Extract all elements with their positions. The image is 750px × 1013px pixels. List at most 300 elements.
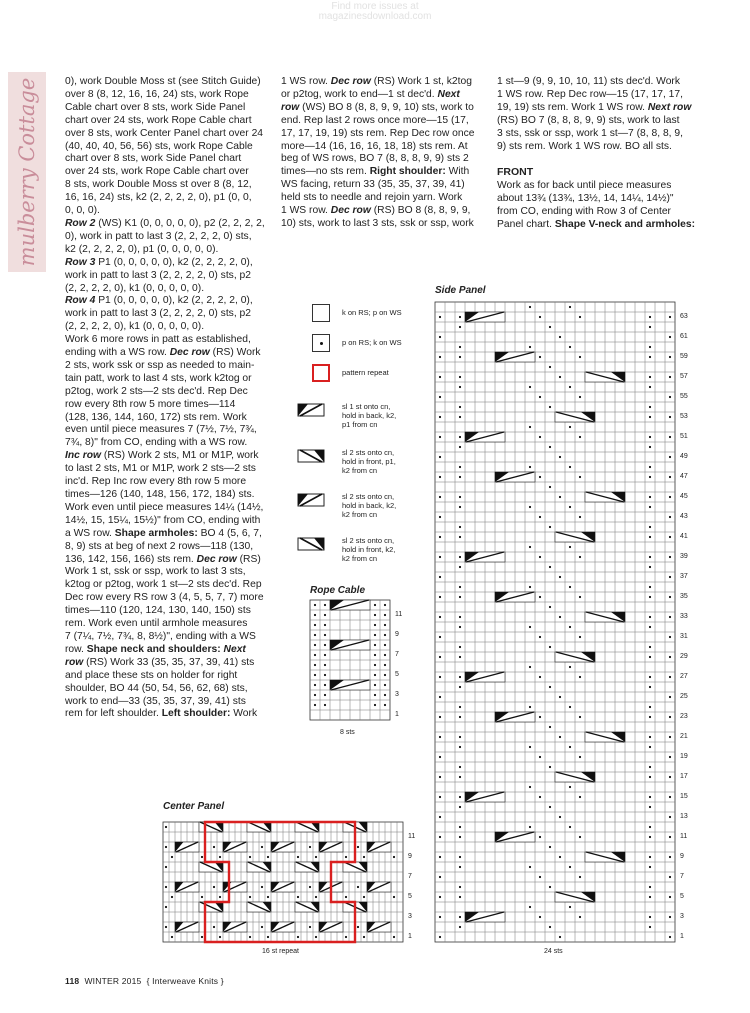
- purl-stitch: [439, 536, 441, 538]
- purl-stitch: [579, 836, 581, 838]
- text-segment: 8, 9) sts at beg of next 2 rows—118 (130,: [65, 540, 254, 552]
- text-segment: Dec row: [330, 76, 371, 87]
- text-segment: BO 4 (5, 6, 7,: [197, 527, 262, 539]
- purl-stitch: [459, 356, 461, 358]
- purl-stitch: [324, 704, 326, 706]
- legend-label: k on RS; p on WS: [342, 308, 402, 317]
- purl-stitch: [529, 426, 531, 428]
- purl-stitch: [459, 746, 461, 748]
- legend-label: sl 2 sts onto cn, hold in front, p1, k2 from cn: [342, 448, 396, 475]
- text-segment: or p2tog, work to end—1 st dec'd.: [281, 88, 438, 100]
- purl-stitch: [374, 684, 376, 686]
- text-segment: work in patt to last 3 (2, 2, 2, 2, 0) sts, p2: [65, 269, 252, 281]
- text-line: [65, 141, 265, 154]
- purl-stitch: [249, 856, 251, 858]
- text-segment: WS facing, return 33 (35, 35, 37, 39, 41): [281, 179, 465, 191]
- text-line: [65, 670, 265, 683]
- row-number: 19: [680, 753, 688, 760]
- purl-stitch: [649, 686, 651, 688]
- purl-stitch: [374, 694, 376, 696]
- text-segment: (40, 40, 40, 56, 56) sts, work Rope Cable: [65, 140, 253, 152]
- text-segment: held sts to needle and rejoin yarn. Work: [281, 192, 463, 204]
- text-segment: chart over 24 sts, work Rope Cable chart: [65, 114, 252, 126]
- purl-stitch: [649, 796, 651, 798]
- purl-stitch: [539, 756, 541, 758]
- row-number: 3: [408, 913, 412, 920]
- purl-stitch: [669, 596, 671, 598]
- purl-stitch: [439, 456, 441, 458]
- purl-stitch: [459, 466, 461, 468]
- text-segment: (RS) Work 1 st, k2tog: [370, 76, 472, 87]
- text-column-1: [65, 76, 265, 721]
- purl-stitch: [669, 496, 671, 498]
- text-line: [497, 128, 695, 141]
- text-segment: (WS) BO 8 (8, 8, 9, 9, 10) sts, work to: [299, 101, 474, 113]
- purl-stitch: [529, 746, 531, 748]
- purl-stitch: [201, 896, 203, 898]
- row-number: 1: [680, 933, 684, 940]
- purl-stitch: [569, 586, 571, 588]
- purl-stitch: [459, 406, 461, 408]
- c2b-cable-icon: [298, 494, 324, 506]
- text-segment: over 24 sts, work Rope Cable chart over: [65, 166, 249, 178]
- purl-stitch: [549, 926, 551, 928]
- side-panel-chart: [435, 302, 675, 942]
- text-segment: (RS) Work: [209, 347, 261, 359]
- text-line: [65, 128, 265, 141]
- text-segment: Shape V-neck and armholes:: [554, 218, 696, 230]
- purl-stitch: [363, 896, 365, 898]
- purl-stitch: [569, 506, 571, 508]
- text-line: [281, 128, 474, 141]
- purl-stitch: [439, 356, 441, 358]
- purl-stitch: [549, 326, 551, 328]
- purl-stitch: [315, 936, 317, 938]
- text-segment: Row 2: [65, 217, 96, 229]
- purl-stitch: [384, 684, 386, 686]
- purl-stitch: [569, 346, 571, 348]
- purl-stitch: [649, 836, 651, 838]
- row-number: 61: [680, 333, 688, 340]
- purl-stitch: [439, 856, 441, 858]
- row-number: 5: [395, 671, 399, 678]
- row-number: 9: [408, 853, 412, 860]
- text-segment: 0), work Double Moss st (see Stitch Guide): [65, 76, 261, 87]
- purl-stitch: [324, 684, 326, 686]
- text-line: [65, 412, 265, 425]
- rope-cable-chart: [310, 600, 390, 720]
- purl-stitch: [459, 436, 461, 438]
- purl-stitch: [459, 446, 461, 448]
- purl-stitch: [549, 446, 551, 448]
- text-segment: Dec row: [196, 553, 237, 565]
- purl-stitch: [669, 716, 671, 718]
- purl-stitch: [459, 626, 461, 628]
- purl-stitch: [669, 416, 671, 418]
- text-segment: over 8 (8, 12, 16, 16, 24) sts, work Rope: [65, 88, 249, 100]
- purl-stitch: [459, 826, 461, 828]
- purl-stitch: [539, 836, 541, 838]
- purl-stitch: [539, 596, 541, 598]
- purl-stitch: [559, 376, 561, 378]
- text-segment: about 13¾ (13¾, 13½, 14, 14¼, 14½)": [497, 193, 674, 205]
- purl-stitch: [549, 606, 551, 608]
- purl-stitch: [165, 906, 167, 908]
- purl-stitch: [649, 776, 651, 778]
- text-segment: Left shoulder:: [161, 708, 231, 720]
- purl-stitch: [345, 936, 347, 938]
- text-segment: Panel chart.: [497, 218, 555, 230]
- purl-stitch: [374, 704, 376, 706]
- purl-stitch: [649, 826, 651, 828]
- text-segment: Work 6 more rows in patt as established,: [65, 334, 251, 346]
- purl-stitch: [539, 356, 541, 358]
- purl-stitch: [459, 776, 461, 778]
- watermark: [0, 2, 750, 22]
- purl-stitch: [459, 916, 461, 918]
- purl-stitch: [165, 866, 167, 868]
- text-segment: (2, 2, 2, 2, 0), k1 (0, 0, 0, 0, 0).: [65, 321, 205, 333]
- purl-stitch: [579, 596, 581, 598]
- publication-name: { Interweave Knits }: [146, 976, 224, 986]
- row-number: 1: [395, 711, 399, 718]
- text-line: [65, 373, 265, 386]
- purl-stitch: [559, 616, 561, 618]
- purl-stitch: [459, 766, 461, 768]
- text-segment: times—no sts rem.: [281, 166, 370, 178]
- purl-stitch: [649, 316, 651, 318]
- purl-stitch: [579, 476, 581, 478]
- text-segment: 1 WS row.: [281, 76, 331, 87]
- text-line: [65, 424, 265, 437]
- purl-stitch: [669, 356, 671, 358]
- purl-stitch: [669, 396, 671, 398]
- purl-stitch: [529, 866, 531, 868]
- row-number: 11: [395, 611, 403, 618]
- purl-stitch: [649, 896, 651, 898]
- text-line: [65, 605, 265, 618]
- purl-stitch: [314, 694, 316, 696]
- text-line: [65, 554, 265, 567]
- text-segment: Work 1 st, ssk or ssp, work to last 3 sts,: [65, 566, 246, 578]
- purl-stitch: [324, 634, 326, 636]
- text-segment: row.: [65, 643, 87, 655]
- purl-stitch: [459, 806, 461, 808]
- purl-stitch: [649, 626, 651, 628]
- purl-stitch: [569, 386, 571, 388]
- text-segment: (RS): [236, 553, 261, 565]
- purl-stitch: [439, 616, 441, 618]
- purl-stitch: [539, 436, 541, 438]
- purl-stitch: [297, 856, 299, 858]
- purl-stitch: [529, 506, 531, 508]
- purl-stitch: [579, 636, 581, 638]
- row-number: 43: [680, 513, 688, 520]
- purl-stitch: [669, 896, 671, 898]
- purl-stitch: [213, 926, 215, 928]
- purl-stitch: [374, 624, 376, 626]
- purl-stitch: [529, 466, 531, 468]
- purl-stitch: [529, 906, 531, 908]
- purl-stitch: [549, 806, 551, 808]
- row-number: 11: [680, 833, 688, 840]
- row-number: 29: [680, 653, 688, 660]
- text-line: [65, 321, 265, 334]
- purl-stitch: [374, 664, 376, 666]
- purl-stitch: [559, 496, 561, 498]
- purl-stitch: [459, 736, 461, 738]
- text-segment: from CO, ending with Row 3 of Center: [497, 206, 671, 218]
- purl-stitch: [261, 926, 263, 928]
- purl-stitch: [439, 476, 441, 478]
- text-line: [65, 618, 265, 631]
- purl-stitch: [529, 826, 531, 828]
- purl-stitch: [324, 694, 326, 696]
- text-segment: k2tog or p2tog, work 1 st—2 sts dec'd. Rep: [65, 579, 262, 591]
- purl-stitch: [529, 386, 531, 388]
- page-number: 118: [65, 976, 80, 986]
- row-number: 41: [680, 533, 688, 540]
- text-line: [497, 219, 695, 232]
- purl-stitch: [439, 836, 441, 838]
- text-segment: shoulder, BO 44 (50, 54, 56, 62, 68) sts,: [65, 682, 248, 694]
- text-line: [281, 102, 474, 115]
- issue-season: WINTER 2015: [84, 976, 142, 986]
- purl-stitch: [213, 886, 215, 888]
- text-segment: Next: [223, 643, 246, 655]
- row-number: 7: [408, 873, 412, 880]
- purl-stitch: [459, 346, 461, 348]
- purl-stitch: [549, 686, 551, 688]
- purl-stitch: [314, 664, 316, 666]
- purl-stitch: [219, 856, 221, 858]
- text-segment: more—14 (16, 16, 16, 18, 18) sts rem. At: [281, 140, 468, 152]
- purl-stitch: [649, 386, 651, 388]
- text-segment: 9) sts rem. Work 1 WS row. BO all sts.: [497, 140, 672, 152]
- purl-stitch: [549, 366, 551, 368]
- purl-stitch: [249, 896, 251, 898]
- purl-stitch: [649, 926, 651, 928]
- purl-stitch: [549, 886, 551, 888]
- text-segment: 16, 16, 24) sts, k2 (2, 2, 2, 2, 0), p1 (0, 0,: [65, 192, 252, 204]
- purl-stitch: [649, 566, 651, 568]
- text-line: [281, 179, 474, 192]
- purl-stitch: [439, 816, 441, 818]
- text-line: [65, 502, 265, 515]
- purl-stitch: [165, 846, 167, 848]
- purl-stitch: [459, 616, 461, 618]
- purl-stitch: [569, 306, 571, 308]
- text-column-2: [281, 76, 474, 231]
- purl-stitch: [649, 526, 651, 528]
- repeat-symbol-icon: [312, 364, 330, 382]
- text-line: [65, 696, 265, 709]
- purl-stitch: [569, 426, 571, 428]
- purl-stitch: [374, 614, 376, 616]
- purl-stitch: [459, 416, 461, 418]
- purl-stitch: [579, 716, 581, 718]
- purl-stitch: [539, 676, 541, 678]
- purl-stitch: [459, 656, 461, 658]
- text-segment: Right shoulder:: [369, 166, 446, 178]
- chart-legend: [312, 304, 422, 564]
- purl-stitch: [649, 706, 651, 708]
- purl-stitch: [439, 936, 441, 938]
- purl-stitch: [669, 696, 671, 698]
- purl-stitch: [439, 876, 441, 878]
- purl-stitch: [559, 816, 561, 818]
- text-line: [65, 153, 265, 166]
- text-line: [65, 102, 265, 115]
- text-line: [65, 489, 265, 502]
- purl-stitch: [649, 886, 651, 888]
- row-number: 3: [680, 913, 684, 920]
- purl-stitch: [559, 856, 561, 858]
- purl-stitch: [314, 684, 316, 686]
- purl-stitch: [439, 736, 441, 738]
- purl-stitch: [249, 936, 251, 938]
- purl-stitch: [649, 646, 651, 648]
- purl-stitch: [297, 896, 299, 898]
- text-line: [65, 528, 265, 541]
- purl-stitch: [459, 316, 461, 318]
- purl-stitch: [569, 906, 571, 908]
- purl-stitch: [315, 896, 317, 898]
- purl-stitch: [459, 646, 461, 648]
- text-line: [65, 295, 265, 308]
- purl-stitch: [459, 506, 461, 508]
- text-segment: Shape armholes:: [114, 527, 198, 539]
- row-number: 47: [680, 473, 688, 480]
- purl-stitch: [649, 416, 651, 418]
- text-line: [281, 141, 474, 154]
- row-number: 11: [408, 833, 416, 840]
- text-segment: rem for left shoulder.: [65, 708, 162, 720]
- text-segment: Row 4: [65, 295, 96, 307]
- text-line: [65, 192, 265, 205]
- text-line: [65, 450, 265, 463]
- purl-stitch: [324, 604, 326, 606]
- purl-stitch: [669, 736, 671, 738]
- purl-stitch: [459, 536, 461, 538]
- text-segment: (2, 2, 2, 2, 0), k1 (0, 0, 0, 0, 0).: [65, 282, 205, 294]
- text-line: [65, 360, 265, 373]
- row-number: 25: [680, 693, 688, 700]
- purl-stitch: [649, 556, 651, 558]
- text-segment: Inc row: [65, 450, 102, 462]
- purl-stitch: [459, 596, 461, 598]
- purl-stitch: [384, 634, 386, 636]
- legend-label: p on RS; k on WS: [342, 338, 402, 347]
- purl-stitch: [649, 716, 651, 718]
- purl-stitch: [669, 336, 671, 338]
- purl-stitch: [459, 716, 461, 718]
- purl-stitch: [669, 316, 671, 318]
- purl-stitch: [165, 926, 167, 928]
- text-segment: inc'd. Rep Inc row every 8th row 5 more: [65, 476, 247, 488]
- purl-stitch: [374, 674, 376, 676]
- text-segment: chart over 8 sts, work Side Panel chart: [65, 153, 242, 165]
- purl-stitch: [267, 896, 269, 898]
- purl-stitch: [649, 596, 651, 598]
- text-segment: With: [445, 166, 470, 178]
- purl-stitch: [539, 396, 541, 398]
- text-segment: end. Rep last 2 rows once more—15 (17,: [281, 114, 469, 126]
- purl-stitch: [649, 326, 651, 328]
- row-number: 5: [680, 893, 684, 900]
- c1b-cable-icon: [298, 404, 324, 416]
- purl-stitch: [384, 614, 386, 616]
- purl-stitch: [357, 886, 359, 888]
- purl-stitch: [539, 916, 541, 918]
- purl-stitch: [539, 516, 541, 518]
- row-number: 9: [395, 631, 399, 638]
- purl-stitch: [171, 896, 173, 898]
- purl-stitch: [165, 826, 167, 828]
- purl-symbol-icon: [312, 334, 330, 352]
- purl-stitch: [649, 536, 651, 538]
- text-segment: Dec row: [330, 205, 371, 217]
- purl-stitch: [309, 886, 311, 888]
- purl-stitch: [529, 706, 531, 708]
- purl-stitch: [261, 886, 263, 888]
- purl-stitch: [171, 936, 173, 938]
- row-number: 53: [680, 413, 688, 420]
- side-panel-title: Side Panel: [435, 285, 486, 296]
- text-column-3: [497, 76, 695, 232]
- purl-stitch: [579, 676, 581, 678]
- text-segment: Cable chart over 8 sts, work Side Panel: [65, 101, 246, 113]
- watermark-line: magazinesdownload.com: [318, 11, 432, 22]
- purl-stitch: [459, 896, 461, 898]
- purl-stitch: [559, 456, 561, 458]
- purl-stitch: [569, 666, 571, 668]
- purl-stitch: [569, 546, 571, 548]
- text-line: [65, 270, 265, 283]
- c2fk-cable-icon: [298, 538, 324, 550]
- purl-stitch: [529, 666, 531, 668]
- text-segment: 0, 0, 0).: [65, 205, 100, 217]
- text-line: [281, 153, 474, 166]
- purl-stitch: [579, 396, 581, 398]
- text-line: [65, 115, 265, 128]
- purl-stitch: [314, 674, 316, 676]
- purl-stitch: [669, 456, 671, 458]
- purl-stitch: [439, 716, 441, 718]
- purl-stitch: [579, 796, 581, 798]
- purl-stitch: [439, 636, 441, 638]
- purl-stitch: [529, 586, 531, 588]
- brand-name: mulberry Cottage: [15, 77, 39, 267]
- center-panel-chart: [163, 822, 403, 942]
- text-segment: FRONT: [497, 166, 534, 179]
- purl-stitch: [219, 936, 221, 938]
- text-line: [281, 166, 474, 179]
- purl-stitch: [267, 936, 269, 938]
- purl-stitch: [297, 936, 299, 938]
- row-number: 45: [680, 493, 688, 500]
- purl-stitch: [439, 316, 441, 318]
- purl-stitch: [669, 536, 671, 538]
- text-segment: times—126 (140, 148, 156, 172, 184) sts.: [65, 489, 255, 500]
- purl-stitch: [669, 836, 671, 838]
- text-segment: a WS row.: [65, 527, 115, 539]
- text-line: [497, 115, 695, 128]
- purl-stitch: [439, 496, 441, 498]
- text-segment: 8 sts, work Double Moss st over 8 (8, 12,: [65, 179, 252, 191]
- purl-stitch: [393, 856, 395, 858]
- text-line: [65, 179, 265, 192]
